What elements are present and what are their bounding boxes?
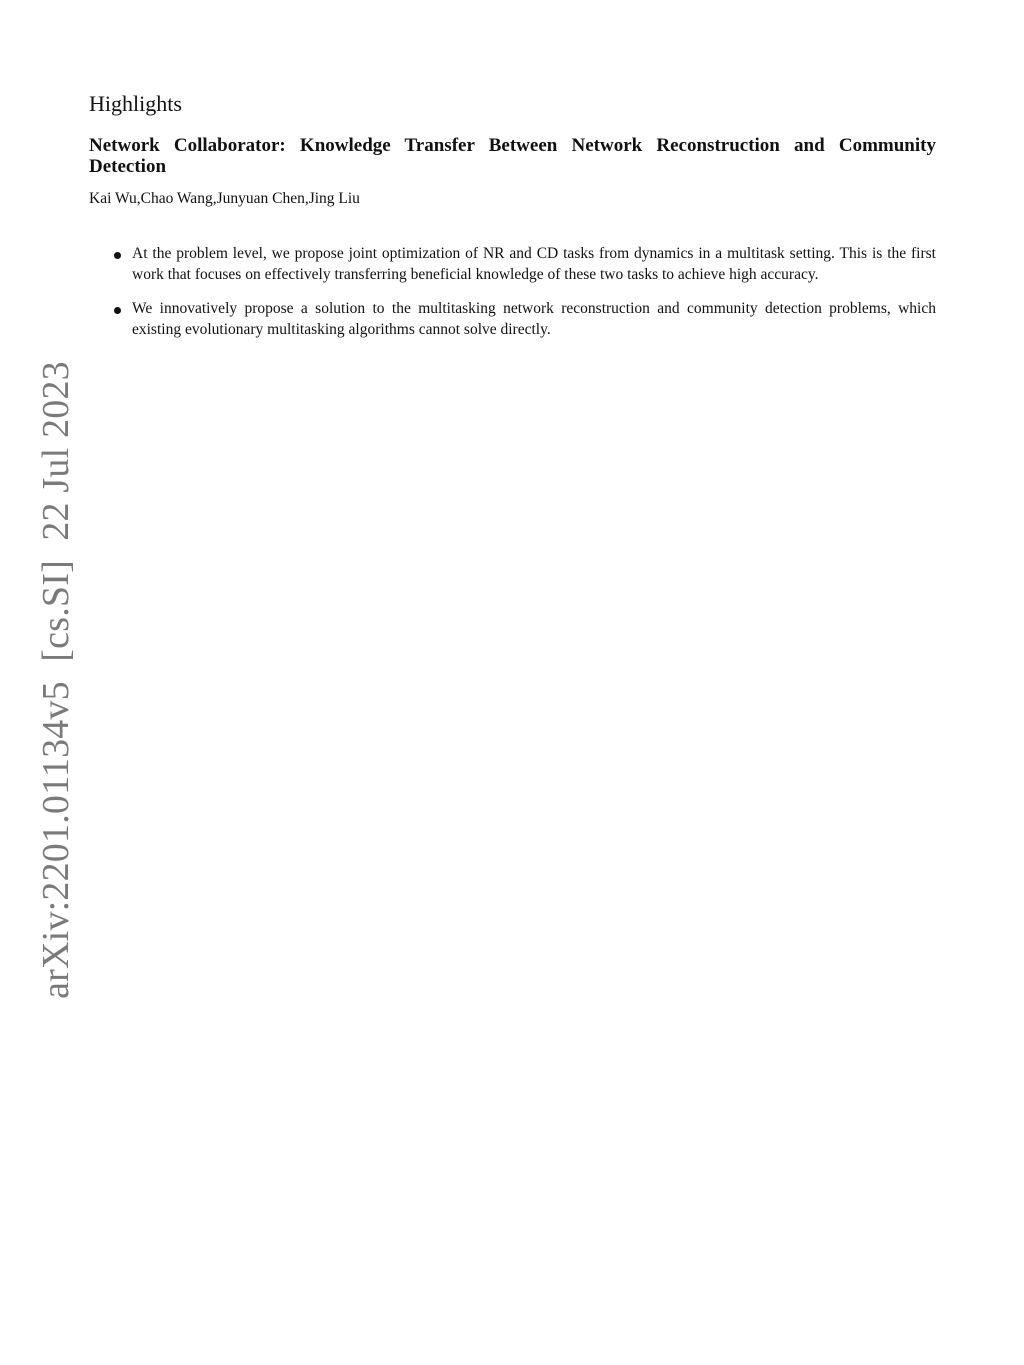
highlight-text: At the problem level, we propose joint optimization of NR and CD tasks from dynamics in a multitask setting. This is the first work that focuses on effectively transferring beneficial knowledge of these two tasks to achieve high accuracy. bbox=[132, 245, 936, 283]
section-label: Highlights bbox=[89, 91, 182, 116]
highlight-item bbox=[89, 299, 936, 340]
paper-title: Network Collaborator: Knowledge Transfer Between Network Reconstruction and Community Detection bbox=[89, 135, 936, 177]
bullet-icon bbox=[114, 307, 121, 314]
highlight-item bbox=[89, 244, 936, 285]
bullet-icon bbox=[114, 252, 121, 259]
highlights-list bbox=[89, 244, 936, 354]
author-list: Kai Wu,Chao Wang,Junyuan Chen,Jing Liu bbox=[89, 190, 360, 207]
arxiv-identifier-stamp: arXiv:2201.01134v5 [cs.SI] 22 Jul 2023 bbox=[35, 361, 77, 999]
highlight-text: We innovatively propose a solution to the multitasking network reconstruction and community detection problems, which existing evolutionary multitasking algorithms cannot solve directly. bbox=[132, 300, 936, 338]
